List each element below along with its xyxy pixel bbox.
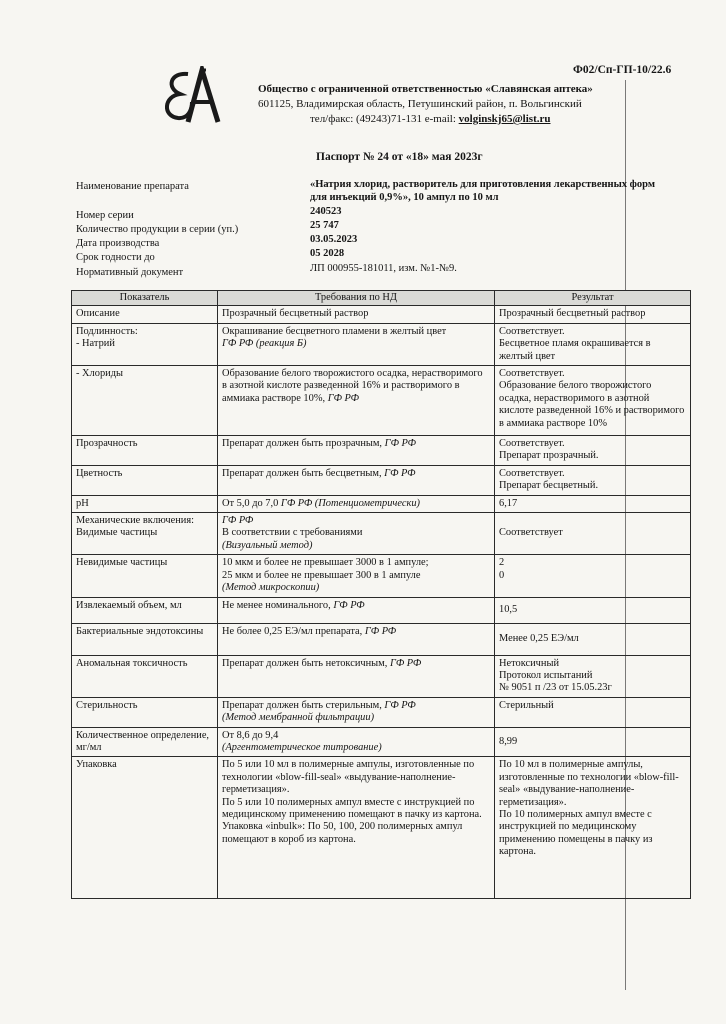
requirement-method: ГФ РФ (389, 657, 422, 669)
row-indicator: Аномальная токсичность (72, 655, 218, 697)
row-indicator: Описание (72, 306, 218, 323)
table-row (72, 436, 691, 466)
requirement-text: Прозрачный бесцветный раствор (222, 308, 369, 320)
row-result: 6,17 (495, 495, 691, 512)
requirement-text: Препарат должен быть бесцветным, (222, 467, 382, 479)
info-value-quantity: 25 747 (310, 220, 339, 231)
requirement-method: ГФ РФ (384, 467, 416, 479)
table-row (72, 366, 691, 436)
document-reference: Ф02/Сп-ГП-10/22.6 (573, 64, 672, 76)
row-requirement (218, 697, 495, 727)
row-requirement (218, 513, 495, 555)
organization-phone: тел/факс: (49243)71-131 e-mail: (310, 113, 456, 125)
requirement-gf: ГФ РФ (222, 515, 254, 527)
requirement-text: В соответствии с требованиями (222, 527, 363, 539)
row-indicator: - Хлориды (72, 366, 218, 436)
row-result: Стерильный (495, 697, 691, 727)
requirement-text: Не более 0,25 ЕЭ/мл препарата, (222, 625, 363, 637)
table-row (72, 727, 691, 757)
requirement-method: ГФ РФ (327, 392, 359, 404)
info-label-normative-doc: Нормативный документ (76, 267, 184, 278)
info-value-expiry: 05 2028 (310, 248, 345, 259)
row-indicator: Упаковка (72, 757, 218, 899)
table-row (72, 306, 691, 323)
row-indicator: Подлинность: - Натрий (72, 323, 218, 365)
table-row (72, 655, 691, 697)
header-result: Результат (495, 291, 691, 306)
quality-table (71, 290, 691, 899)
row-indicator: Количественное определение, мг/мл (72, 727, 218, 757)
info-value-production-date: 03.05.2023 (310, 234, 358, 245)
row-result: Менее 0,25 ЕЭ/мл (495, 623, 691, 655)
row-requirement (218, 727, 495, 757)
row-result: Соответствует. Образование белого творожистого осадка, нерастворимого в азотной кислоте разведенной 16% и растворимого в аммиака растворе 10% (495, 366, 691, 436)
requirement-method: ГФ РФ (Метод мембранной фильтрации) (222, 699, 416, 724)
info-label-production-date: Дата производства (76, 238, 160, 249)
organization-contacts (258, 112, 593, 127)
row-result: По 10 мл в полимерные ампулы, изготовленные по технологии «blow-fill-seal» «выдувание-наполнение-герметизация». По 10 полимерных ампул вместе с инструкцией по медицинскому применению помещены в пачку из картона. (495, 757, 691, 899)
row-requirement (218, 323, 495, 365)
info-value-normative-doc: ЛП 000955-181011, изм. №1-№9. (310, 263, 457, 274)
table-row (72, 757, 691, 899)
row-indicator: Извлекаемый объем, мл (72, 597, 218, 623)
row-result: Соответствует. Препарат бесцветный. (495, 465, 691, 495)
requirement-method: (Аргентометрическое титрование) (222, 741, 382, 753)
row-result: Прозрачный бесцветный раствор (495, 306, 691, 323)
table-row (72, 465, 691, 495)
row-indicator: Механические включения: Видимые частицы (72, 513, 218, 555)
table-header-row (72, 291, 691, 306)
row-requirement (218, 655, 495, 697)
table-row (72, 597, 691, 623)
requirement-method: (Визуальный метод) (222, 539, 313, 551)
row-result: Соответствует. Бесцветное пламя окрашивается в желтый цвет (495, 323, 691, 365)
organization-block (258, 82, 593, 127)
requirement-method: ГФ РФ (384, 438, 416, 450)
organization-address: 601125, Владимирская область, Петушинский район, п. Вольгинский (258, 98, 582, 110)
table-row (72, 323, 691, 365)
requirement-method: ГФ РФ (Потенциометрически) (280, 497, 420, 509)
row-indicator: Невидимые частицы (72, 555, 218, 597)
requirement-text: Препарат должен быть стерильным, (222, 699, 382, 711)
requirement-text: Не менее номинального, (222, 599, 331, 611)
requirement-method: ГФ РФ (реакция Б) (222, 338, 307, 350)
row-result (495, 513, 691, 555)
row-result: 10,5 (495, 597, 691, 623)
row-result: Соответствует. Препарат прозрачный. (495, 436, 691, 466)
requirement-method: ГФ РФ (364, 625, 397, 637)
info-label-quantity: Количество продукции в серии (уп.) (76, 224, 239, 235)
row-result: 8,99 (495, 727, 691, 757)
requirement-text: От 5,0 до 7,0 (222, 497, 279, 509)
table-row (72, 697, 691, 727)
header-indicator: Показатель (72, 291, 218, 306)
row-requirement (218, 436, 495, 466)
table-row (72, 495, 691, 512)
row-result: 2 0 (495, 555, 691, 597)
row-requirement (218, 555, 495, 597)
info-label-expiry: Срок годности до (76, 252, 155, 263)
row-indicator: Стерильность (72, 697, 218, 727)
requirement-text: Окрашивание бесцветного пламени в желтый цвет (222, 325, 447, 337)
organization-name: Общество с ограниченной ответственностью «Славянская аптека» (258, 83, 593, 95)
info-value-drug-name: «Натрия хлорид, растворитель для приготовления лекарственных форм для инъекций 0,9%», 10 ампул по 10 мл (310, 179, 656, 203)
row-indicator: pH (72, 495, 218, 512)
row-requirement (218, 306, 495, 323)
row-indicator: Цветность (72, 465, 218, 495)
requirement-text: Образование белого творожистого осадка, нерастворимого в азотной кислоте разведенной 16% и растворимого в аммиака растворе 10%, (222, 368, 483, 404)
table-row (72, 555, 691, 597)
pharmacy-logo (158, 66, 228, 126)
row-indicator: Прозрачность (72, 436, 218, 466)
info-label-batch: Номер серии (76, 210, 134, 221)
requirement-text: Препарат должен быть нетоксичным, (222, 657, 388, 669)
passport-title: Паспорт № 24 от «18» мая 2023г (316, 151, 483, 163)
row-requirement (218, 495, 495, 512)
requirement-text: От 8,6 до 9,4 (222, 729, 279, 741)
row-indicator: Бактериальные эндотоксины (72, 623, 218, 655)
row-result: Нетоксичный Протокол испытаний № 9051 п /23 от 15.05.23г (495, 655, 691, 697)
requirement-method: (Метод микроскопии) (222, 582, 320, 594)
table-row (72, 513, 691, 555)
row-requirement (218, 597, 495, 623)
result-text: Соответствует (499, 527, 563, 539)
requirement-text: 10 мкм и более не превышает 3000 в 1 ампуле; 25 мкм и более не превышает 300 в 1 ампуле (222, 557, 429, 581)
row-requirement: По 5 или 10 мл в полимерные ампулы, изготовленные по технологии «blow-fill-seal» «выдувание-наполнение-герметизация». По 5 или 10 полимерных ампул вместе с инструкцией по медицинскому применению помещают в пачку из картона. Упаковка «inbulk»: По 50, 100, 200 полимерных ампул помещают в короб из картона. (218, 757, 495, 899)
row-requirement (218, 366, 495, 436)
requirement-method: ГФ РФ (333, 599, 365, 611)
requirement-text: Препарат должен быть прозрачным, (222, 438, 383, 450)
table-row (72, 623, 691, 655)
row-requirement (218, 465, 495, 495)
info-label-drug-name: Наименование препарата (76, 181, 189, 192)
organization-email: volginskj65@list.ru (458, 113, 551, 125)
row-requirement (218, 623, 495, 655)
info-value-batch: 240523 (310, 206, 342, 217)
header-requirements: Требования по НД (218, 291, 495, 306)
